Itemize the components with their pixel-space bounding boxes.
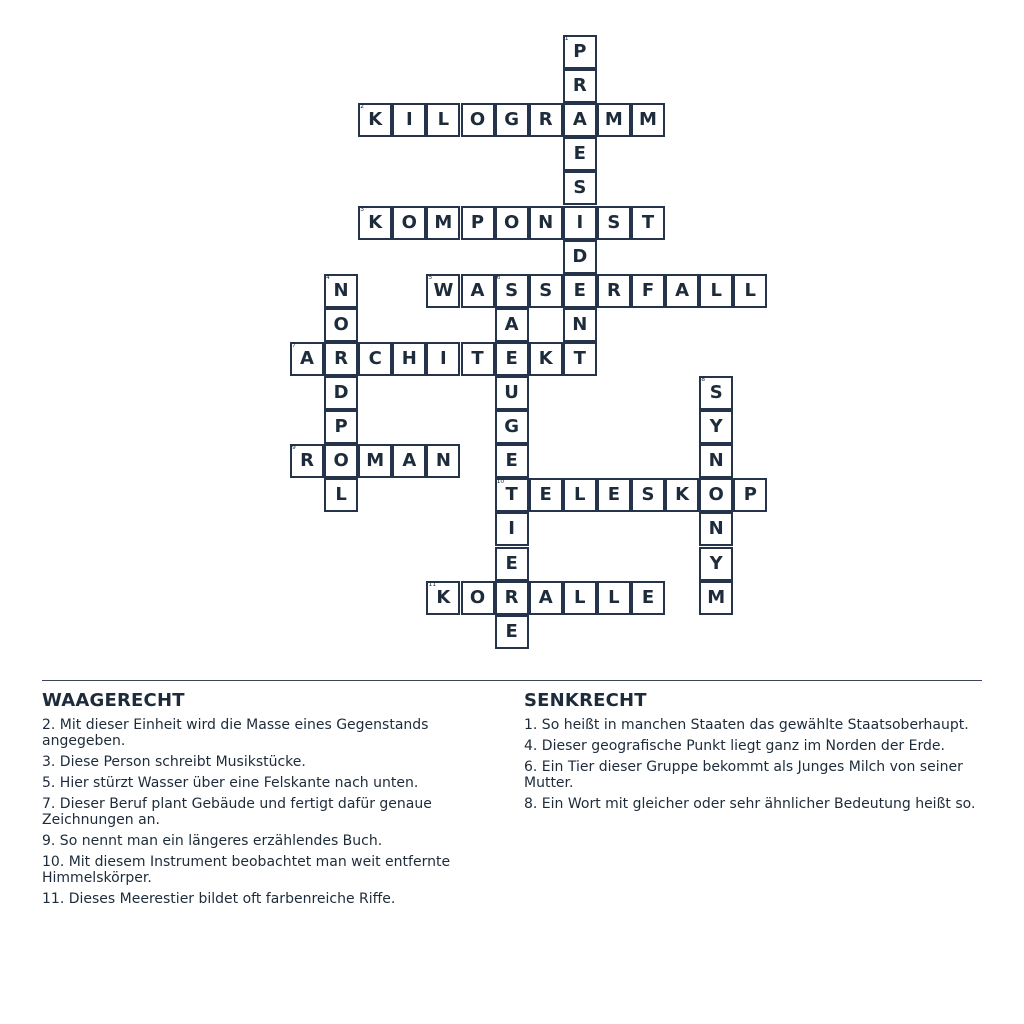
down-heading: SENKRECHT (524, 690, 647, 711)
grid-cell[interactable] (563, 240, 597, 274)
cell-letter: O (333, 450, 349, 472)
grid-cell[interactable] (529, 274, 563, 308)
grid-cell[interactable] (631, 274, 665, 308)
cell-letter: O (503, 211, 520, 233)
clue-number: 8 (701, 376, 706, 383)
cell-letter: S (641, 484, 655, 506)
cell-letter: F (641, 279, 655, 301)
clue-down: 6. Ein Tier dieser Gruppe bekommt als Junges Milch von seiner Mutter. (524, 759, 963, 791)
cell-letter: E (505, 620, 518, 642)
grid-cell[interactable] (426, 444, 460, 478)
cell-letter: K (436, 586, 451, 608)
cell-letter: H (401, 347, 417, 369)
grid-cell[interactable] (392, 103, 426, 137)
cell-letter: E (505, 347, 518, 369)
grid-cell[interactable] (733, 274, 767, 308)
clue-number: 1 (564, 35, 569, 42)
cell-letter: E (607, 484, 621, 506)
cell-letter: A (470, 279, 485, 301)
grid-cell[interactable] (495, 342, 529, 376)
cell-letter: N (708, 450, 724, 472)
grid-cell[interactable] (392, 206, 426, 240)
grid-cell[interactable] (461, 342, 495, 376)
cell-letter: K (368, 109, 383, 131)
clue-number: 2 (360, 103, 365, 111)
grid-cell[interactable] (358, 444, 392, 478)
cell-letter: S (505, 279, 519, 301)
cell-letter: E (505, 450, 518, 472)
grid-cell[interactable] (733, 478, 767, 512)
grid-cell[interactable] (495, 308, 529, 342)
grid-cell[interactable] (495, 103, 529, 137)
cell-letter: A (402, 450, 417, 472)
grid-cell[interactable] (597, 478, 631, 512)
grid-cell[interactable] (699, 410, 733, 444)
grid-cell[interactable] (563, 171, 597, 205)
cell-letter: M (604, 109, 623, 131)
cell-letter: T (505, 484, 518, 506)
grid-cell[interactable] (529, 206, 563, 240)
cell-letter: A (504, 313, 519, 335)
cell-letter: P (573, 41, 587, 62)
grid-cell[interactable] (324, 342, 358, 376)
cell-letter: K (675, 484, 690, 506)
grid-cell[interactable] (597, 206, 631, 240)
cell-letter: E (505, 552, 518, 574)
cell-letter: L (574, 586, 586, 608)
grid-cell[interactable] (699, 581, 733, 615)
down-clues (524, 690, 984, 817)
clue-across: 10. Mit diesem Instrument beobachtet man weit entfernte Himmelskörper. (42, 854, 451, 886)
cell-letter: T (471, 347, 484, 369)
grid-cell[interactable] (699, 512, 733, 546)
grid-cell[interactable] (699, 444, 733, 478)
cell-letter: E (641, 586, 655, 608)
cell-letter: N (708, 518, 724, 540)
clue-across: 2. Mit dieser Einheit wird die Masse eines Gegenstands angegeben. (42, 717, 429, 749)
cell-letter: S (709, 382, 723, 403)
cell-letter: L (710, 279, 722, 301)
grid-cell[interactable] (631, 581, 665, 615)
across-heading: WAAGERECHT (42, 690, 185, 711)
clue-number: 9 (292, 444, 296, 452)
grid-cell[interactable] (563, 342, 597, 376)
grid-cell[interactable] (563, 103, 597, 137)
clue-across: 7. Dieser Beruf plant Gebäude und fertigt dafür genaue Zeichnungen an. (42, 796, 432, 828)
grid-cell[interactable] (392, 342, 426, 376)
clue-across: 5. Hier stürzt Wasser über eine Felskante nach unten. (42, 775, 419, 791)
grid-cell[interactable] (563, 206, 597, 240)
grid-cell[interactable] (495, 206, 529, 240)
grid-cell[interactable] (461, 581, 495, 615)
cell-letter: D (572, 245, 588, 267)
grid-cell[interactable] (597, 103, 631, 137)
grid-cell[interactable] (597, 274, 631, 308)
grid-cell[interactable] (631, 206, 665, 240)
grid-cell[interactable] (563, 137, 597, 171)
cell-letter: A (572, 109, 587, 131)
cell-letter: Y (709, 416, 723, 438)
clue-across: 11. Dieses Meerestier bildet oft farbenreiche Riffe. (42, 891, 396, 907)
grid-cell[interactable] (495, 376, 529, 410)
cell-letter: P (470, 211, 485, 233)
grid-cell[interactable] (529, 342, 563, 376)
grid-cell[interactable] (529, 478, 563, 512)
clue-number: 10 (496, 478, 505, 486)
cell-letter: R (538, 109, 553, 131)
clue-number: 3 (360, 205, 365, 213)
cell-letter: R (606, 279, 621, 301)
grid-cell[interactable] (563, 581, 597, 615)
cell-letter: L (574, 484, 586, 506)
grid-cell[interactable] (495, 444, 529, 478)
cell-letter: I (440, 347, 447, 369)
cell-letter: T (641, 211, 655, 233)
grid-cell[interactable] (358, 342, 392, 376)
cell-letter: U (504, 382, 519, 403)
cell-letter: S (607, 211, 621, 233)
cell-letter: N (572, 313, 588, 335)
cell-letter: S (573, 177, 587, 199)
clue-number: 6 (496, 273, 501, 281)
cell-letter: P (743, 484, 757, 506)
cell-letter: L (608, 586, 620, 608)
cell-letter: L (437, 109, 450, 131)
cell-letter: A (300, 347, 314, 369)
cell-letter: Y (709, 552, 723, 574)
grid-cell[interactable] (495, 547, 529, 581)
grid-cell[interactable] (529, 103, 563, 137)
clue-number: 4 (326, 273, 330, 281)
grid-cell[interactable] (699, 478, 733, 512)
cell-letter: P (334, 416, 348, 438)
cell-letter: O (469, 109, 486, 131)
grid-cell[interactable] (392, 444, 426, 478)
grid-cell[interactable] (529, 581, 563, 615)
clue-number: 5 (428, 273, 433, 281)
cell-letter: N (538, 211, 554, 233)
grid-cell[interactable] (426, 103, 460, 137)
divider (42, 680, 982, 681)
grid-cell[interactable] (324, 376, 358, 410)
cell-letter: R (572, 75, 587, 97)
grid-cell[interactable] (597, 581, 631, 615)
cell-letter: A (538, 586, 553, 608)
cell-letter: N (435, 450, 451, 472)
cell-letter: R (334, 347, 349, 369)
grid-cell[interactable] (495, 615, 529, 649)
grid-cell[interactable] (461, 274, 495, 308)
clue-across: 9. So nennt man ein längeres erzählendes Buch. (42, 833, 383, 849)
clue-number: 7 (292, 341, 296, 349)
grid-cell[interactable] (699, 274, 733, 308)
grid-cell[interactable] (699, 547, 733, 581)
clue-across: 3. Diese Person schreibt Musikstücke. (42, 754, 306, 770)
grid-cell[interactable] (324, 410, 358, 444)
grid-cell[interactable] (631, 478, 665, 512)
cell-letter: K (368, 211, 383, 233)
cell-letter: R (504, 586, 519, 608)
cell-letter: M (707, 586, 726, 608)
grid-cell[interactable] (563, 308, 597, 342)
cell-letter: I (576, 211, 584, 233)
cell-letter: W (433, 279, 454, 301)
cell-letter: A (675, 279, 690, 301)
cell-letter: E (573, 279, 586, 301)
grid-cell[interactable] (461, 206, 495, 240)
grid-cell[interactable] (426, 342, 460, 376)
cell-letter: C (368, 347, 382, 369)
grid-cell[interactable] (563, 69, 597, 103)
cell-letter: T (573, 347, 586, 369)
cell-letter: O (333, 313, 349, 335)
cell-letter: K (538, 347, 553, 369)
cell-letter: G (504, 416, 519, 438)
clue-down: 4. Dieser geografische Punkt liegt ganz im Norden der Erde. (524, 738, 945, 754)
cell-letter: N (333, 279, 349, 301)
across-clues (42, 690, 502, 912)
cell-letter: I (405, 109, 413, 131)
grid-cell[interactable] (665, 478, 699, 512)
grid-cell[interactable] (495, 410, 529, 444)
cell-letter: L (335, 484, 347, 506)
grid-cell[interactable] (563, 274, 597, 308)
cell-letter: O (401, 211, 417, 233)
clue-down: 8. Ein Wort mit gleicher oder sehr ähnlicher Bedeutung heißt so. (524, 796, 976, 812)
cell-letter: E (573, 143, 586, 165)
cell-letter: R (300, 450, 314, 472)
cell-letter: O (469, 586, 486, 608)
cell-letter: M (639, 109, 657, 131)
clue-down: 1. So heißt in manchen Staaten das gewählte Staatsoberhaupt. (524, 717, 969, 733)
cell-letter: D (333, 382, 349, 403)
grid-cell[interactable] (324, 308, 358, 342)
grid-cell[interactable] (461, 103, 495, 137)
cell-letter: O (708, 484, 724, 506)
cell-letter: L (744, 279, 757, 301)
grid-cell[interactable] (631, 103, 665, 137)
grid-cell[interactable] (426, 206, 460, 240)
grid-cell[interactable] (495, 512, 529, 546)
cell-letter: M (366, 450, 385, 472)
grid-cell[interactable] (563, 478, 597, 512)
cell-letter: I (508, 518, 515, 540)
grid-cell[interactable] (324, 444, 358, 478)
clue-number: 11 (428, 580, 437, 588)
cell-letter: S (539, 279, 553, 301)
grid-cell[interactable] (495, 581, 529, 615)
cell-letter: M (434, 211, 453, 233)
grid-cell[interactable] (324, 478, 358, 512)
cell-letter: E (539, 484, 552, 506)
cell-letter: G (504, 109, 519, 131)
grid-cell[interactable] (665, 274, 699, 308)
